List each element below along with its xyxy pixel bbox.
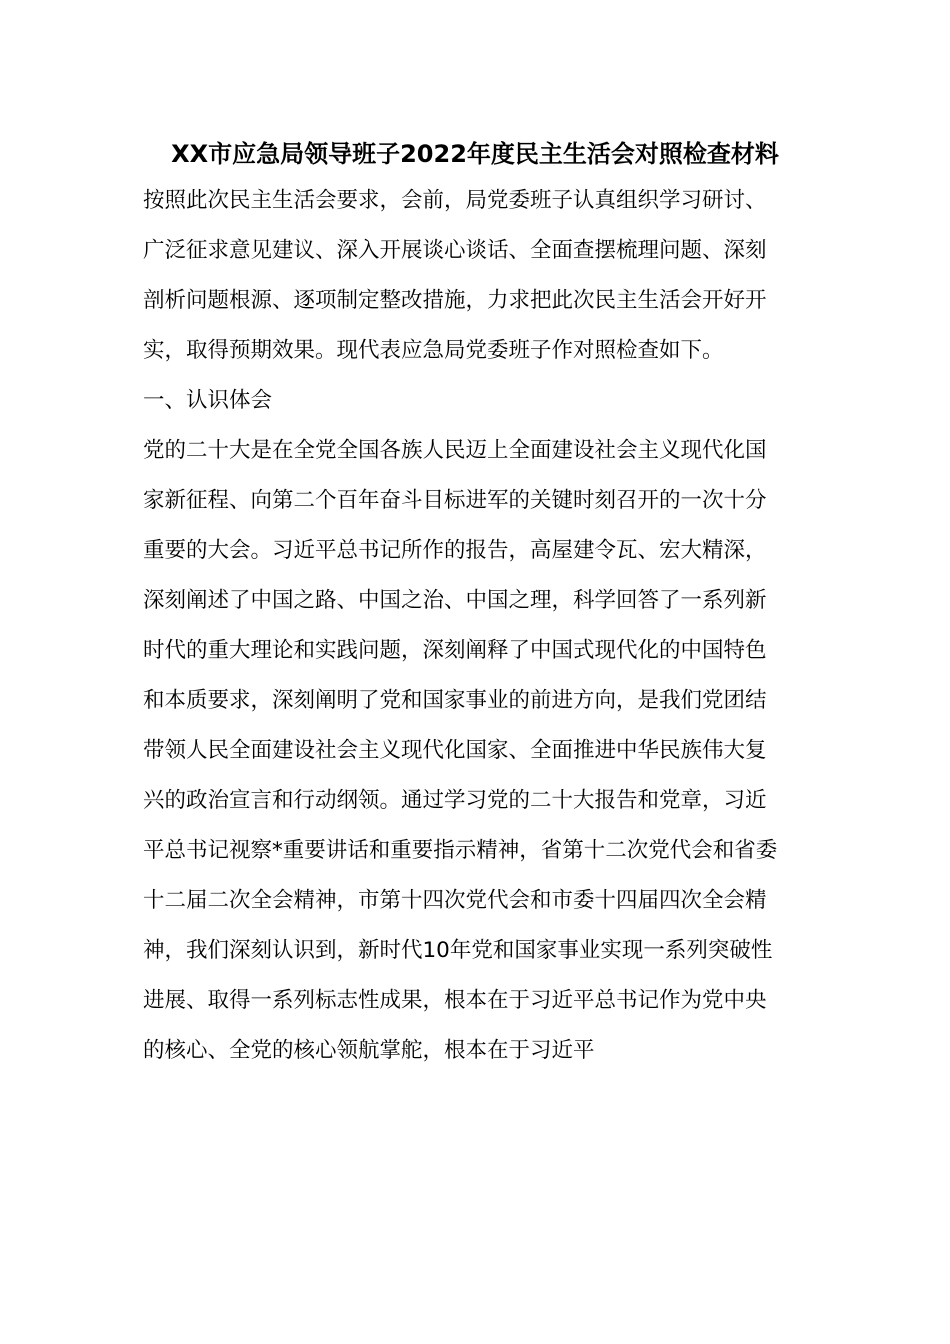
paragraph-line: 广泛征求意见建议、深入开展谈心谈话、全面查摆梳理问题、深刻 xyxy=(143,238,767,263)
section-heading: 一、认识体会 xyxy=(143,388,273,413)
paragraph-line: 剖析问题根源、逐项制定整改措施，力求把此次民主生活会开好开 xyxy=(143,288,767,313)
paragraph-line: 家新征程、向第二个百年奋斗目标进军的关键时刻召开的一次十分 xyxy=(143,488,767,513)
paragraph-line: 实，取得预期效果。现代表应急局党委班子作对照检查如下。 xyxy=(143,338,724,363)
paragraph-line: 和本质要求，深刻阐明了党和国家事业的前进方向，是我们党团结 xyxy=(143,688,767,713)
paragraph-line: 时代的重大理论和实践问题，深刻阐释了中国式现代化的中国特色 xyxy=(143,638,767,663)
paragraph-line: 带领人民全面建设社会主义现代化国家、全面推进中华民族伟大复 xyxy=(143,738,767,763)
paragraph-line: 十二届二次全会精神，市第十四次党代会和市委十四届四次全会精 xyxy=(143,888,767,913)
paragraph-line: 平总书记视察*重要讲话和重要指示精神，省第十二次党代会和省委 xyxy=(143,838,778,863)
document-body xyxy=(143,176,808,1076)
document-title: XX市应急局领导班子2022年度民主生活会对照检查材料 xyxy=(171,140,779,168)
paragraph-line: 神，我们深刻认识到，新时代10年党和国家事业实现一系列突破性 xyxy=(143,938,773,963)
paragraph-line: 党的二十大是在全党全国各族人民迈上全面建设社会主义现代化国 xyxy=(143,438,767,463)
paragraph-line: 深刻阐述了中国之路、中国之治、中国之理，科学回答了一系列新 xyxy=(143,588,767,613)
paragraph-line: 兴的政治宣言和行动纲领。通过学习党的二十大报告和党章，习近 xyxy=(143,788,767,813)
paragraph-line: 按照此次民主生活会要求，会前，局党委班子认真组织学习研讨、 xyxy=(143,188,767,213)
paragraph-line: 进展、取得一系列标志性成果，根本在于习近平总书记作为党中央 xyxy=(143,988,767,1013)
paragraph-line: 重要的大会。习近平总书记所作的报告，高屋建令瓦、宏大精深， xyxy=(143,538,767,563)
paragraph-line: 的核心、全党的核心领航掌舵，根本在于习近平 xyxy=(143,1038,595,1063)
